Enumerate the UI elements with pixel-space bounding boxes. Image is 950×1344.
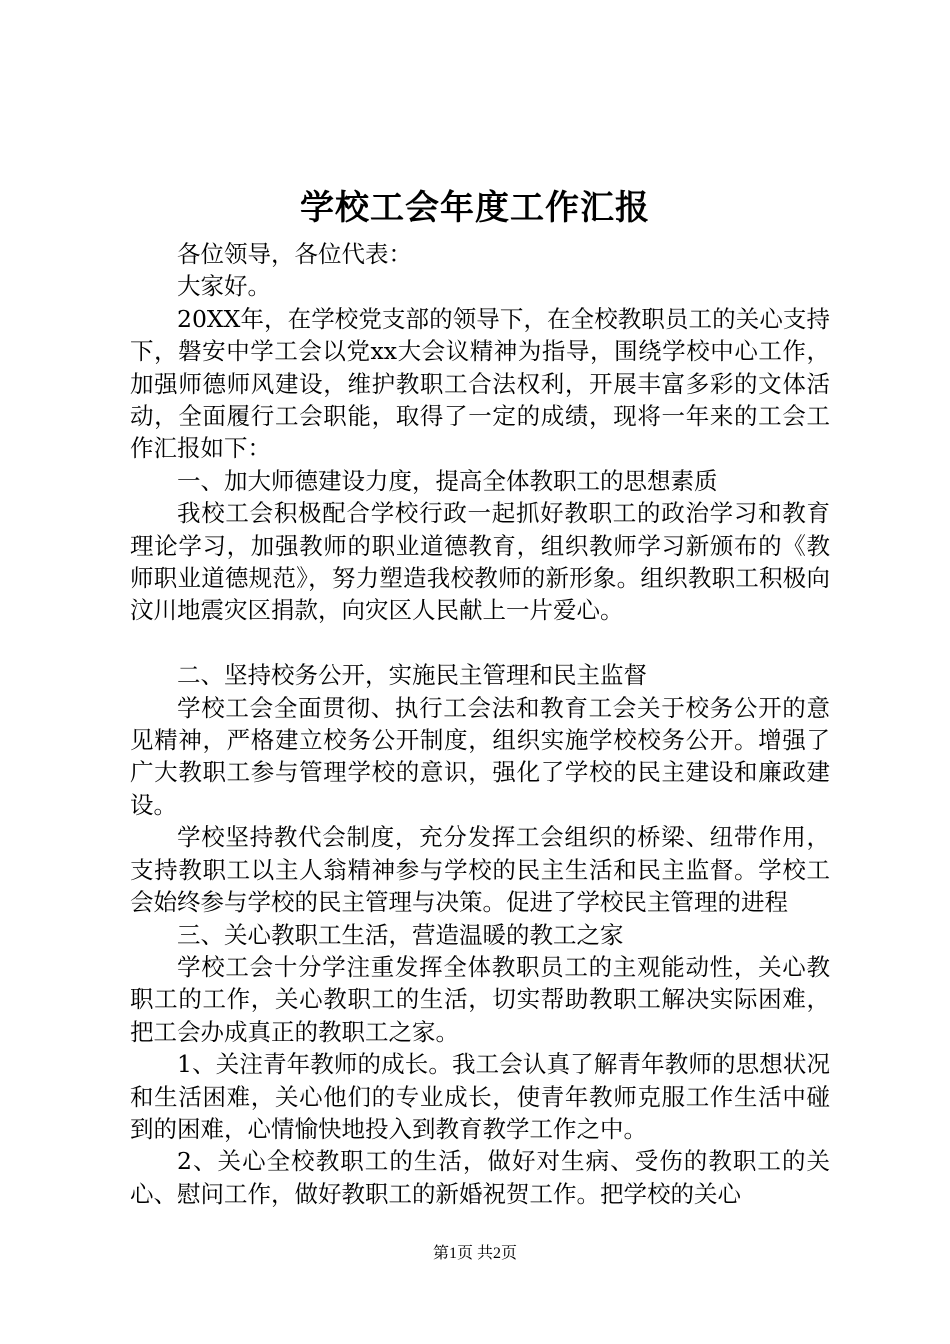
document-title: 学校工会年度工作汇报 — [300, 188, 650, 228]
section-3-paragraph: 学校工会十分学注重发挥全体教职员工的主观能动性，关心教职工的工作，关心教职工的生活，切实帮助教职工解决实际困难，把工会办成真正的教职工之家。 — [130, 952, 830, 1046]
section-heading-2: 二、坚持校务公开，实施民主管理和民主监督 — [177, 661, 647, 690]
greeting: 大家好。 — [177, 272, 271, 301]
page-number-footer: 第1页 共2页 — [432, 1245, 517, 1262]
section-heading-3: 三、关心教职工生活，营造温暖的教工之家 — [177, 920, 624, 949]
intro-paragraph: 20XX年，在学校党支部的领导下，在全校教职员工的关心支持下，磐安中学工会以党xx大会议精神为指导，围绕学校中心工作，加强师德师风建设，维护教职工合法权利，开展丰富多彩的文体活动，全面履行工会职能，取得了一定的成绩，现将一年来的工会工作汇报如下： — [130, 304, 830, 463]
section-2-paragraph-1: 学校工会全面贯彻、执行工会法和教育工会关于校务公开的意见精神，严格建立校务公开制度，组织实施学校校务公开。增强了广大教职工参与管理学校的意识，强化了学校的民主建设和廉政建设。 — [130, 693, 830, 819]
section-2-paragraph-2: 学校坚持教代会制度，充分发挥工会组织的桥梁、纽带作用，支持教职工以主人翁精神参与学校的民主生活和民主监督。学校工会始终参与学校的民主管理与决策。促进了学校民主管理的进程 — [130, 823, 830, 917]
section-1-paragraph: 我校工会积极配合学校行政一起抓好教职工的政治学习和教育理论学习，加强教师的职业道德教育，组织教师学习新颁布的《教师职业道德规范》，努力塑造我校教师的新形象。组织教职工积极向汶川地震灾区捐款，向灾区人民献上一片爱心。 — [130, 499, 830, 625]
section-heading-1: 一、加大师德建设力度，提高全体教职工的思想素质 — [177, 466, 718, 495]
salutation: 各位领导，各位代表： — [177, 240, 412, 268]
list-item-2: 2、关心全校教职工的生活，做好对生病、受伤的教职工的关心、慰问工作，做好教职工的新婚祝贺工作。把学校的关心 — [130, 1147, 830, 1208]
document-body — [130, 238, 830, 1210]
list-item-1: 1、关注青年教师的成长。我工会认真了解青年教师的思想状况和生活困难，关心他们的专业成长，使青年教师克服工作生活中碰到的困难，心情愉快地投入到教育教学工作之中。 — [130, 1050, 830, 1143]
